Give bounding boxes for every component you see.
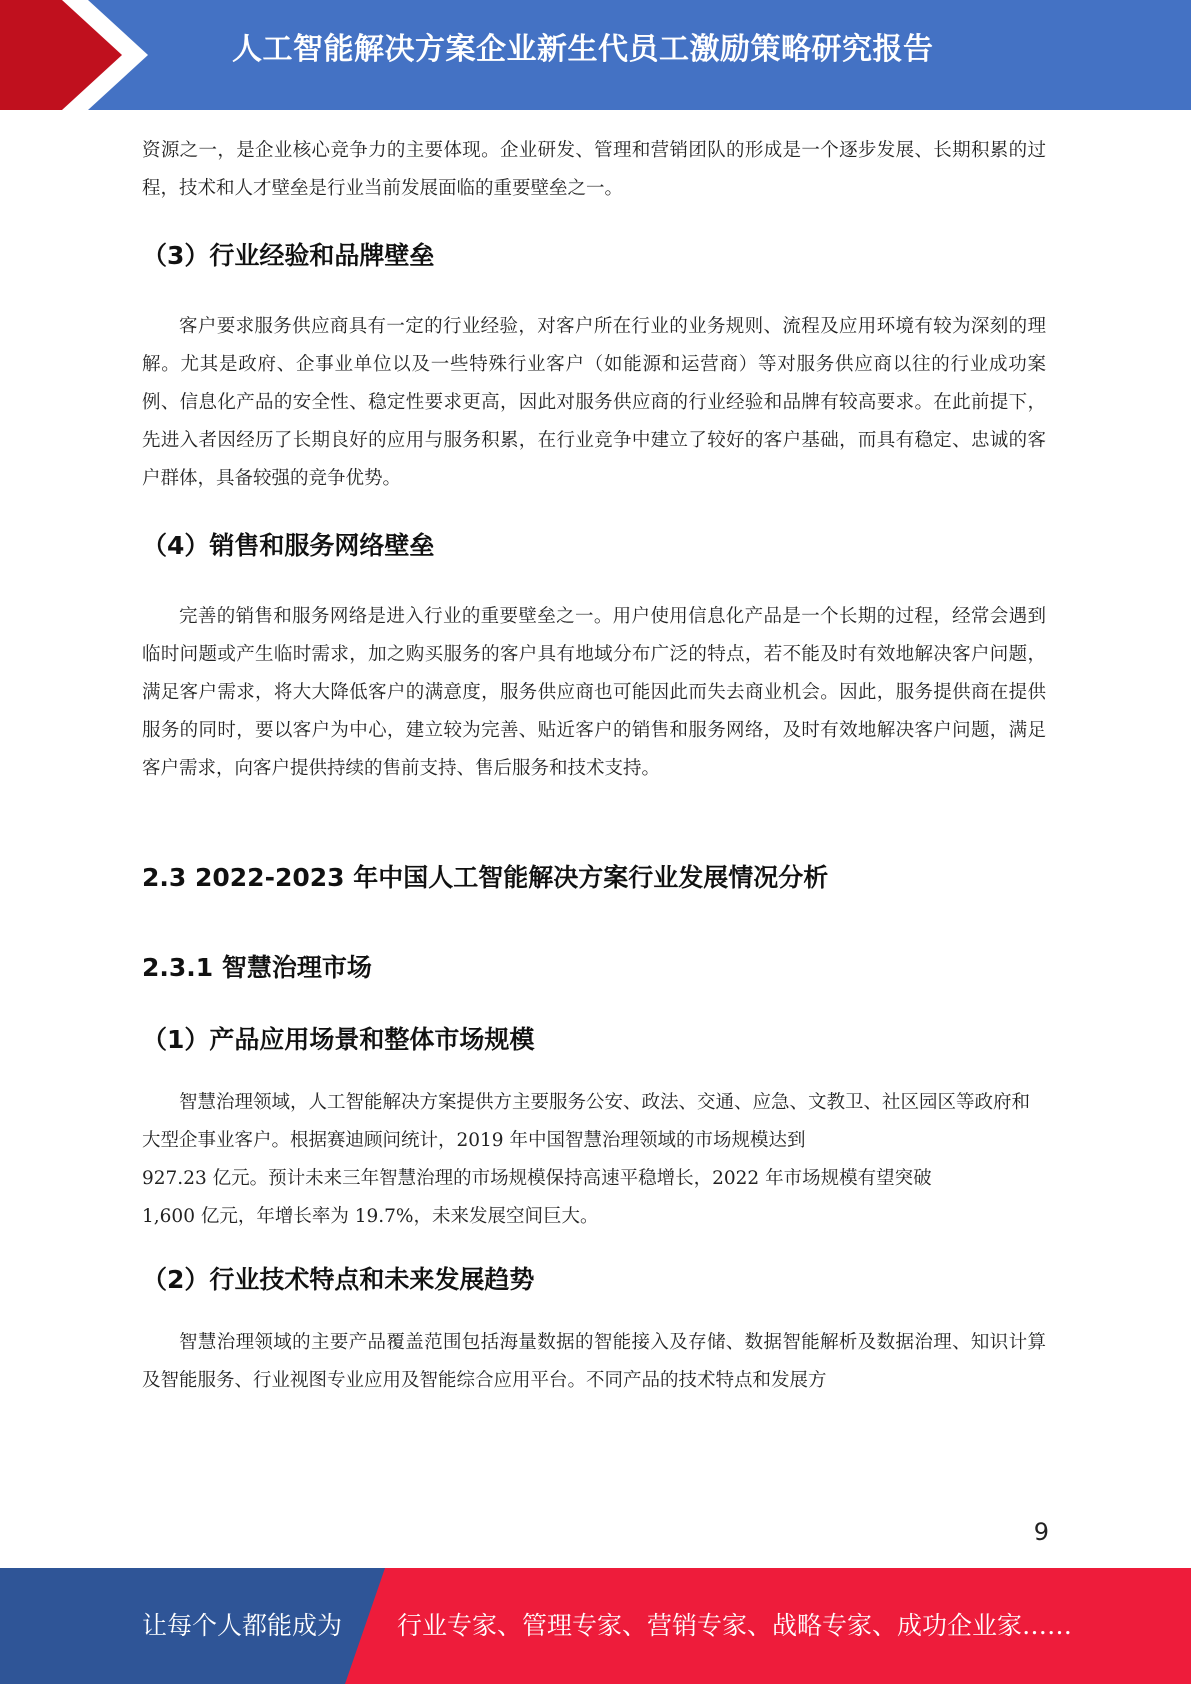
- subsection-heading-2-3-1: 2.3.1 智慧治理市场: [142, 953, 372, 982]
- paragraph-tech-trends: 智慧治理领域的主要产品覆盖范围包括海量数据的智能接入及存储、数据智能解析及数据治理、知识计算及智能服务、行业视图专业应用及智能综合应用平台。不同产品的技术特点和发展方: [142, 1332, 1046, 1391]
- paragraph-market-scale-line-2: 927.23 亿元。预计未来三年智慧治理的市场规模保持高速平稳增长，2022 年市场规模有望突破: [142, 1168, 932, 1189]
- page-footer: [0, 1568, 1191, 1684]
- heading-brand-barrier: （3）行业经验和品牌壁垒: [142, 241, 435, 270]
- header-chevron-decoration: [0, 0, 160, 110]
- paragraph-sales-network-barrier: 完善的销售和服务网络是进入行业的重要壁垒之一。用户使用信息化产品是一个长期的过程，经常会遇到临时问题或产生临时需求，加之购买服务的客户具有地域分布广泛的特点，若不能及时有效地解决客户问题，满足客户需求，将大大降低客户的满意度，服务供应商也可能因此而失去商业机会。因此，服务提供商在提供服务的同时，要以客户为中心，建立较为完善、贴近客户的销售和服务网络，及时有效地解决客户问题，满足客户需求，向客户提供持续的售前支持、售后服务和技术支持。: [142, 606, 1046, 779]
- heading-application-scenarios: （1）产品应用场景和整体市场规模: [142, 1025, 535, 1054]
- paragraph-market-scale-line-1: 智慧治理领域，人工智能解决方案提供方主要服务公安、政法、交通、应急、文教卫、社区园区等政府和大型企事业客户。根据赛迪顾问统计，2019 年中国智慧治理领域的市场规模达到: [142, 1092, 1031, 1151]
- paragraph-brand-barrier: 客户要求服务供应商具有一定的行业经验，对客户所在行业的业务规则、流程及应用环境有较为深刻的理解。尤其是政府、企事业单位以及一些特殊行业客户（如能源和运营商）等对服务供应商以往的行业成功案例、信息化产品的安全性、稳定性要求更高，因此对服务供应商的行业经验和品牌有较高要求。在此前提下，先进入者因经历了长期良好的应用与服务积累，在行业竞争中建立了较好的客户基础，而具有稳定、忠诚的客户群体，具备较强的竞争优势。: [142, 316, 1046, 489]
- page-header: [0, 0, 1191, 110]
- paragraph-market-scale-line-3: 1,600 亿元，年增长率为 19.7%，未来发展空间巨大。: [142, 1206, 599, 1227]
- footer-slogan-right: 行业专家、管理专家、营销专家、战略专家、成功企业家……: [397, 1611, 1073, 1640]
- footer-slogan-left: 让每个人都能成为: [142, 1611, 343, 1640]
- heading-tech-trends: （2）行业技术特点和未来发展趋势: [142, 1265, 535, 1294]
- heading-sales-network-barrier: （4）销售和服务网络壁垒: [142, 531, 435, 560]
- section-heading-2-3: 2.3 2022-2023 年中国人工智能解决方案行业发展情况分析: [142, 863, 829, 892]
- page-content: [142, 132, 1046, 1400]
- page-number: 9: [1033, 1518, 1049, 1546]
- report-title: 人工智能解决方案企业新生代员工激励策略研究报告: [232, 32, 934, 67]
- paragraph-talent-barrier-continued: 资源之一，是企业核心竞争力的主要体现。企业研发、管理和营销团队的形成是一个逐步发展、长期积累的过程，技术和人才壁垒是行业当前发展面临的重要壁垒之一。: [142, 140, 1046, 199]
